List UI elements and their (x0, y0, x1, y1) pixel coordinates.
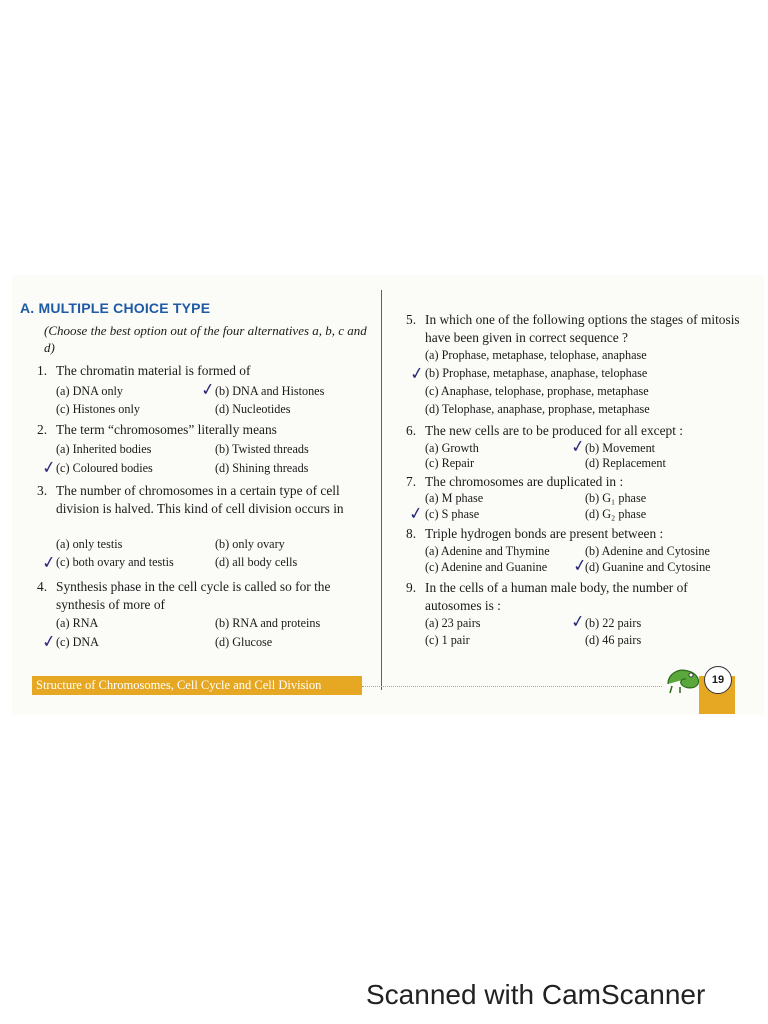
chapter-title: Structure of Chromosomes, Cell Cycle and Cell Division (36, 678, 322, 692)
question-text: The number of chromosomes in a certain type of cell division is halved. This kind of cell division occurs in (56, 483, 344, 516)
option-1a[interactable]: (a) DNA only (56, 384, 124, 398)
page-number: 19 (704, 666, 732, 694)
option-6c[interactable]: (c) Repair (425, 456, 475, 470)
question-number: 8. (406, 526, 417, 541)
option-1b[interactable]: (b) DNA and Histones (215, 384, 325, 398)
section-title: A. MULTIPLE CHOICE TYPE (20, 300, 211, 316)
option-9c[interactable]: (c) 1 pair (425, 633, 470, 647)
question-number: 4. (37, 579, 48, 594)
question-text: In which one of the following options the stages of mitosis have been given in correct sequence ? (425, 312, 740, 345)
option-8b[interactable]: (b) Adenine and Cytosine (585, 544, 710, 558)
question-text: Triple hydrogen bonds are present between : (425, 526, 664, 541)
option-4a[interactable]: (a) RNA (56, 616, 99, 630)
option-3c[interactable]: (c) both ovary and testis (56, 555, 174, 569)
option-6b[interactable]: (b) Movement (585, 441, 656, 455)
scanner-watermark: Scanned with CamScanner (366, 979, 706, 1010)
option-1d[interactable]: (d) Nucleotides (215, 402, 291, 416)
option-3d[interactable]: (d) all body cells (215, 555, 298, 569)
option-4c[interactable]: (c) DNA (56, 635, 99, 649)
option-5c[interactable]: (c) Anaphase, telophase, prophase, metaphase (425, 384, 649, 398)
option-7a[interactable]: (a) M phase (425, 491, 484, 505)
chameleon-icon (664, 662, 704, 696)
question-number: 5. (406, 312, 417, 327)
option-2a[interactable]: (a) Inherited bodies (56, 442, 152, 456)
question-number: 2. (37, 422, 48, 437)
option-1c[interactable]: (c) Histones only (56, 402, 140, 416)
option-8c[interactable]: (c) Adenine and Guanine (425, 560, 548, 574)
option-3b[interactable]: (b) only ovary (215, 537, 285, 551)
checkmark-icon: ✓ (569, 436, 587, 457)
footer-dotted-line (362, 686, 662, 687)
option-5a[interactable]: (a) Prophase, metaphase, telophase, anaphase (425, 348, 647, 362)
checkmark-icon: ✓ (407, 503, 425, 524)
option-5b[interactable]: (b) Prophase, metaphase, anaphase, telophase (425, 366, 648, 380)
checkmark-icon: ✓ (199, 379, 217, 400)
option-8d[interactable]: (d) Guanine and Cytosine (585, 560, 711, 574)
question-text: The term “chromosomes” literally means (56, 422, 277, 437)
option-7b[interactable]: (b) G₁ phase (585, 491, 647, 505)
checkmark-icon: ✓ (40, 552, 58, 573)
option-2c[interactable]: (c) Coloured bodies (56, 461, 153, 475)
column-divider (381, 290, 382, 690)
option-4d[interactable]: (d) Glucose (215, 635, 273, 649)
question-text: The chromatin material is formed of (56, 363, 251, 378)
checkmark-icon: ✓ (571, 555, 589, 576)
question-number: 6. (406, 423, 417, 438)
question-text: The new cells are to be produced for all except : (425, 423, 684, 438)
question-text: In the cells of a human male body, the number of autosomes is : (425, 580, 688, 613)
option-8a[interactable]: (a) Adenine and Thymine (425, 544, 550, 558)
option-9d[interactable]: (d) 46 pairs (585, 633, 642, 647)
option-2b[interactable]: (b) Twisted threads (215, 442, 309, 456)
question-number: 3. (37, 483, 48, 498)
option-7c[interactable]: (c) S phase (425, 507, 480, 521)
option-5d[interactable]: (d) Telophase, anaphase, prophase, metaphase (425, 402, 650, 416)
question-number: 9. (406, 580, 417, 595)
question-number: 7. (406, 474, 417, 489)
section-instruction: (Choose the best option out of the four alternatives a, b, c and d) (44, 323, 367, 355)
checkmark-icon: ✓ (408, 363, 426, 384)
question-number: 1. (37, 363, 48, 378)
option-4b[interactable]: (b) RNA and proteins (215, 616, 321, 630)
option-2d[interactable]: (d) Shining threads (215, 461, 309, 475)
option-6a[interactable]: (a) Growth (425, 441, 479, 455)
checkmark-icon: ✓ (569, 611, 587, 632)
option-9b[interactable]: (b) 22 pairs (585, 616, 642, 630)
option-3a[interactable]: (a) only testis (56, 537, 123, 551)
option-9a[interactable]: (a) 23 pairs (425, 616, 481, 630)
question-text: Synthesis phase in the cell cycle is called so for the synthesis of more of (56, 579, 331, 612)
checkmark-icon: ✓ (40, 631, 58, 652)
option-7d[interactable]: (d) G₂ phase (585, 507, 647, 521)
option-6d[interactable]: (d) Replacement (585, 456, 666, 470)
checkmark-icon: ✓ (40, 457, 58, 478)
question-text: The chromosomes are duplicated in : (425, 474, 624, 489)
